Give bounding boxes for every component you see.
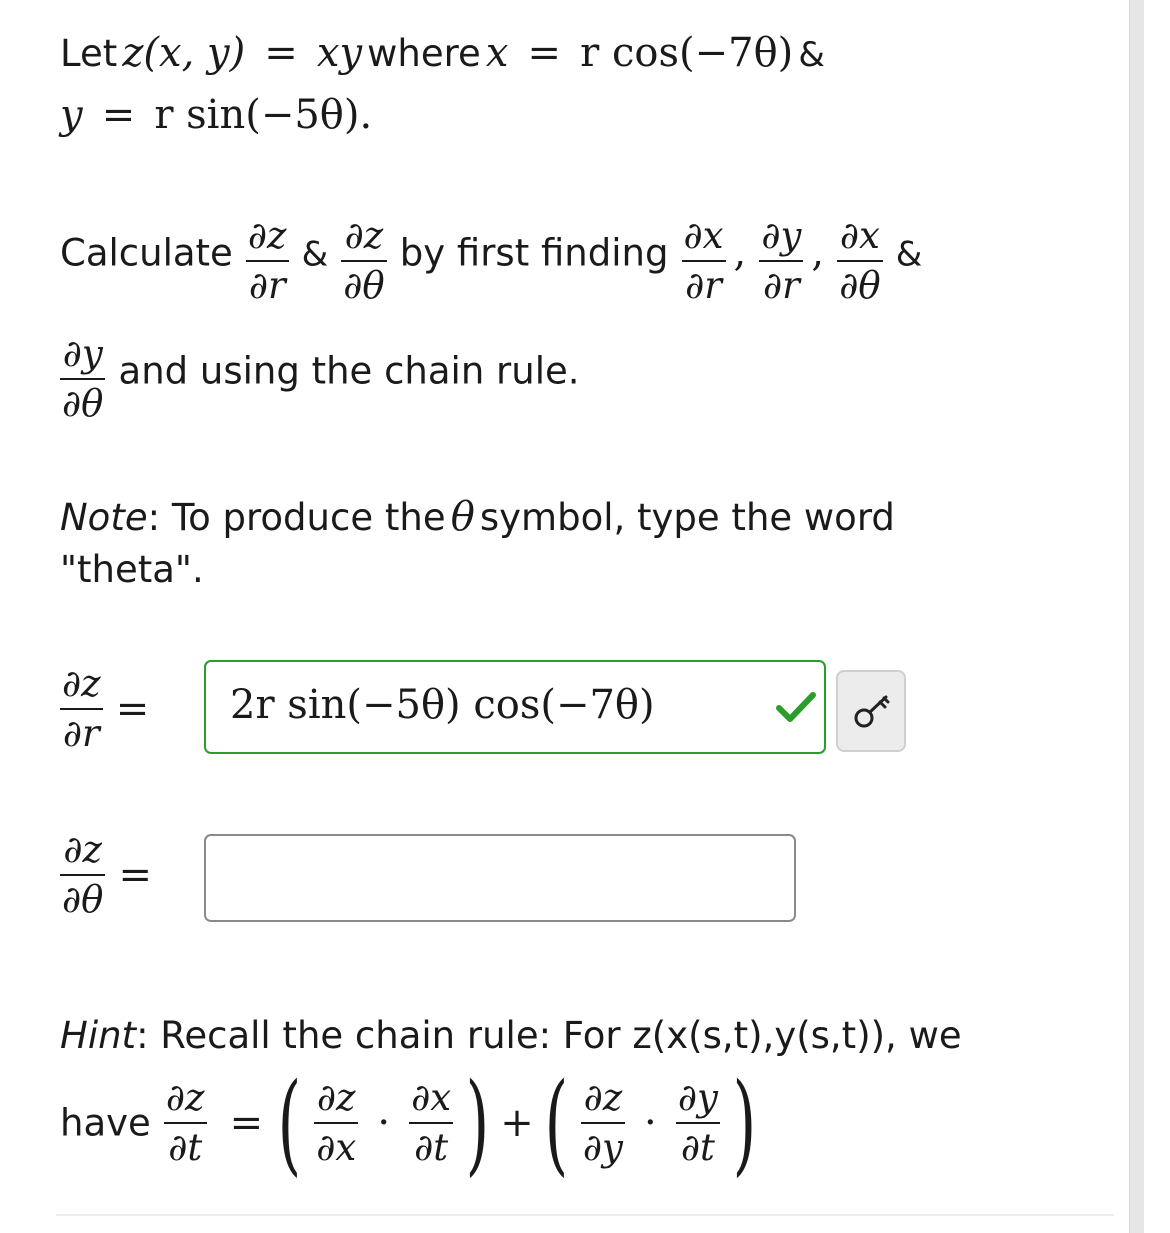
right-paren: ): [732, 1059, 757, 1187]
show-answer-key-button[interactable]: [836, 670, 906, 752]
equals-sign: =: [264, 30, 298, 76]
ampersand: &: [798, 35, 825, 75]
equals-sign: =: [229, 1100, 264, 1146]
check-icon: [776, 690, 816, 724]
ampersand: &: [301, 234, 329, 275]
note-theta-word: "theta".: [60, 548, 204, 591]
fraction-dz-dr: $\frac{\partial z}{\partial r}$: [62, 662, 101, 755]
fraction-dz-dtheta: $\frac{\partial z}{\partial\theta}$: [62, 828, 104, 921]
problem-line-1: [60, 30, 825, 76]
z-definition: z(x, y): [122, 30, 246, 76]
chain-rule-line: [60, 330, 580, 428]
fraction-dy-dtheta: $\frac{\partial y}{\partial\theta}$: [62, 332, 104, 425]
let-text: Let: [60, 32, 118, 75]
and-using-text: and using the chain rule.: [118, 349, 580, 393]
fraction-dy-dt: $\frac{\partial y}{\partial t}$: [677, 1076, 718, 1169]
fraction-dx-dtheta: $\frac{\partial x}{\partial\theta}$: [839, 214, 881, 307]
comma: ,: [811, 229, 825, 276]
note-text-after: symbol, type the word: [479, 496, 895, 539]
dz-dr-answer-input[interactable]: [204, 660, 826, 754]
comma: ,: [733, 229, 747, 276]
note-line-2: [60, 548, 204, 591]
dz-dtheta-answer-input[interactable]: [204, 834, 796, 922]
fraction-dz-dtheta: $\frac{\partial z}{\partial\theta}$: [343, 214, 385, 307]
fraction-dx-dt: $\frac{\partial x}{\partial t}$: [411, 1076, 452, 1169]
y-expression: r sin(−5θ).: [154, 92, 373, 138]
right-paren: ): [465, 1059, 490, 1187]
hint-line-1: [60, 1014, 962, 1057]
multiply-dot: ·: [644, 1100, 657, 1146]
xy-expression: xy: [316, 30, 363, 76]
multiply-dot: ·: [377, 1100, 391, 1146]
note-text: : To produce the: [147, 496, 446, 539]
note-label: Note: [60, 496, 148, 539]
dz-dr-answer-value: 2r sin(−5θ) cos(−7θ): [230, 682, 655, 728]
by-first-finding-text: by first finding: [399, 231, 669, 275]
y-variable: y: [60, 92, 83, 138]
calculate-text: Calculate: [60, 231, 233, 275]
theta-symbol: θ: [450, 494, 475, 540]
fraction-dy-dr: $\frac{\partial y}{\partial r}$: [761, 214, 802, 307]
equals-sign: =: [101, 92, 136, 138]
fraction-dz-dr: $\frac{\partial z}{\partial r}$: [247, 214, 287, 307]
scrollbar-track[interactable]: [1124, 0, 1170, 1233]
answer-1-label: [60, 660, 149, 758]
fraction-dx-dr: $\frac{\partial x}{\partial r}$: [683, 214, 724, 307]
equals-sign: =: [118, 852, 153, 898]
hint-formula: [60, 1059, 757, 1187]
left-paren: (: [277, 1059, 302, 1187]
left-paren: (: [544, 1059, 569, 1187]
bottom-divider: [56, 1214, 1114, 1216]
hint-text: : Recall the chain rule: For z(x(s,t),y(s,t)), we: [136, 1014, 962, 1057]
equals-sign: =: [527, 30, 562, 76]
plus-sign: +: [500, 1100, 534, 1146]
have-text: have: [60, 1101, 151, 1145]
x-expression: r cos(−7θ): [580, 30, 794, 76]
note-line-1: [60, 494, 895, 540]
ampersand: &: [895, 234, 923, 275]
key-icon: [852, 692, 892, 732]
fraction-dz-dx: $\frac{\partial z}{\partial x}$: [316, 1076, 357, 1169]
where-text: where: [367, 32, 481, 75]
x-variable: x: [485, 30, 509, 76]
hint-label: Hint: [60, 1014, 137, 1057]
calculate-line: [60, 212, 922, 310]
problem-line-2: [60, 92, 372, 138]
answer-2-label: [60, 826, 152, 924]
scrollbar-thumb[interactable]: [1129, 0, 1144, 1233]
fraction-dz-dt: $\frac{\partial z}{\partial t}$: [165, 1076, 205, 1169]
fraction-dz-dy: $\frac{\partial z}{\partial y}$: [582, 1076, 623, 1169]
equals-sign: =: [115, 686, 150, 732]
